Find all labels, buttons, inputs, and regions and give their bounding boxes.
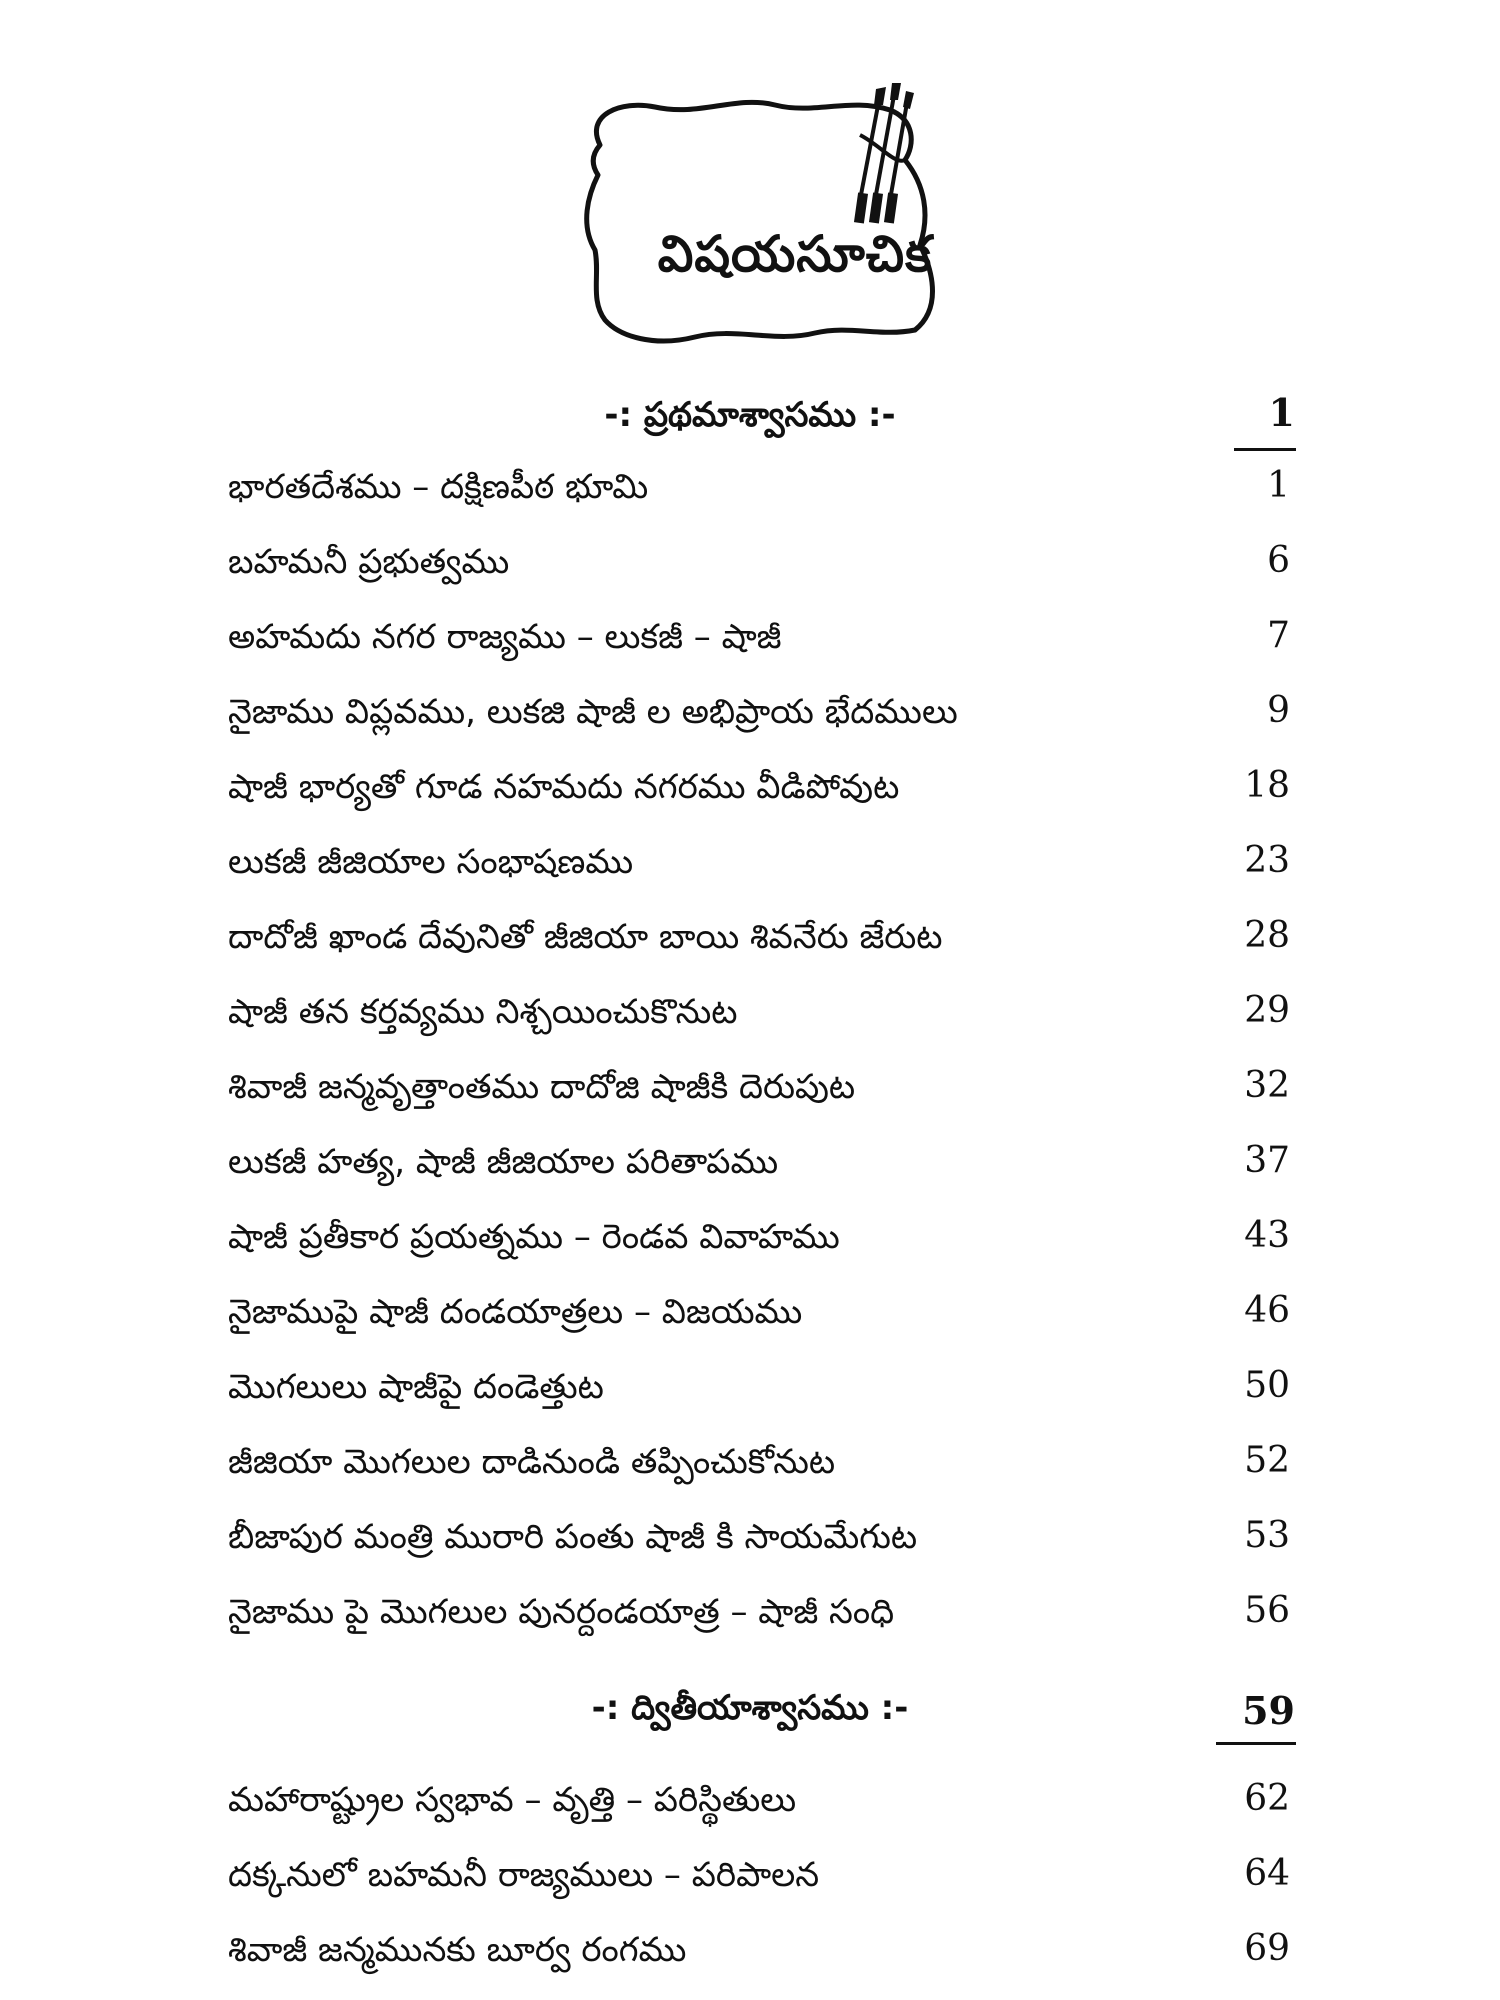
toc-entry-page: 32 <box>1244 1065 1290 1106</box>
toc-entry-title: భారతదేశము – దక్షిణపీఠ భూమి <box>228 467 649 507</box>
toc-entry-title: లుకజీ హత్య, షాజీ జీజియాల పరితాపము <box>228 1142 779 1182</box>
toc-entry-title: మొగలులు షాజీపై దండెత్తుట <box>228 1367 604 1407</box>
toc-entry-title: షాజీ తన కర్తవ్యము నిశ్చయించుకొనుట <box>228 992 738 1032</box>
toc-entry-page: 18 <box>1244 765 1290 806</box>
toc-entry-page: 1 <box>1267 465 1290 506</box>
toc-entry-page: 29 <box>1244 990 1290 1031</box>
toc-entry-title: దక్కనులో బహమనీ రాజ్యములు – పరిపాలన <box>228 1855 820 1895</box>
section-underline <box>1216 1742 1296 1745</box>
section-page-number: 1 <box>1268 390 1295 435</box>
toc-entry-page: 50 <box>1244 1365 1290 1406</box>
toc-entry-page: 64 <box>1244 1853 1290 1894</box>
page-title: విషయసూచిక <box>657 225 933 283</box>
toc-entry-title: బహమనీ ప్రభుత్వము <box>228 542 510 582</box>
toc-entry-title: షాజీ భార్యతో గూడ నహమదు నగరము వీడిపోవుట <box>228 767 900 807</box>
section-underline <box>1234 448 1296 451</box>
toc-entry-title: నైజాము పై మొగలుల పునర్దండయాత్ర – షాజీ సంధి <box>228 1592 895 1632</box>
toc-entry-title: అహమదు నగర రాజ్యము – లుకజీ – షాజీ <box>228 617 782 657</box>
toc-entry-title: నైజాముపై షాజీ దండయాత్రలు – విజయము <box>228 1292 803 1332</box>
toc-entry-page: 28 <box>1244 915 1290 956</box>
toc-entry-title: మహారాష్ట్రుల స్వభావ – వృత్తి – పరిస్థితులు <box>228 1780 797 1820</box>
toc-entry-page: 52 <box>1244 1440 1290 1481</box>
toc-entry-title: బీజాపుర మంత్రి మురారి పంతు షాజీ కి సాయమేగుట <box>228 1517 918 1557</box>
toc-entry-page: 6 <box>1267 540 1290 581</box>
toc-entry-page: 62 <box>1244 1778 1290 1819</box>
toc-entry-page: 53 <box>1244 1515 1290 1556</box>
toc-entry-page: 46 <box>1244 1290 1290 1331</box>
toc-entry-page: 56 <box>1244 1590 1290 1631</box>
toc-entry-title: జీజియా మొగలుల దాడినుండి తప్పించుకోనుట <box>228 1442 836 1482</box>
toc-entry-page: 37 <box>1244 1140 1290 1181</box>
toc-entry-page: 7 <box>1267 615 1290 656</box>
title-cartouche <box>560 75 960 375</box>
toc-entry-page: 23 <box>1244 840 1290 881</box>
toc-entry-title: నైజాము విప్లవము, లుకజి షాజీ ల అభిప్రాయ భేదములు <box>228 692 958 732</box>
section-heading: -: ద్వితీయాశ్వాసము :- <box>591 1688 909 1728</box>
toc-entry-page: 69 <box>1244 1928 1290 1969</box>
toc-entry-title: లుకజీ జీజియాల సంభాషణము <box>228 842 634 882</box>
toc-entry-title: షాజీ ప్రతీకార ప్రయత్నము – రెండవ వివాహము <box>228 1217 840 1257</box>
section-page-number: 59 <box>1242 1688 1295 1733</box>
toc-entry-title: శివాజీ జన్మవృత్తాంతము దాదోజి షాజీకి దెరుపుట <box>228 1067 856 1107</box>
toc-entry-page: 9 <box>1267 690 1290 731</box>
toc-entry-page: 43 <box>1244 1215 1290 1256</box>
toc-entry-title: దాదోజీ ఖాండ దేవునితో జీజియా బాయి శివనేరు జేరుట <box>228 917 943 957</box>
toc-entry-title: శివాజీ జన్మమునకు బూర్వ రంగము <box>228 1930 687 1970</box>
section-heading: -: ప్రథమాశ్వాసము :- <box>604 395 896 435</box>
